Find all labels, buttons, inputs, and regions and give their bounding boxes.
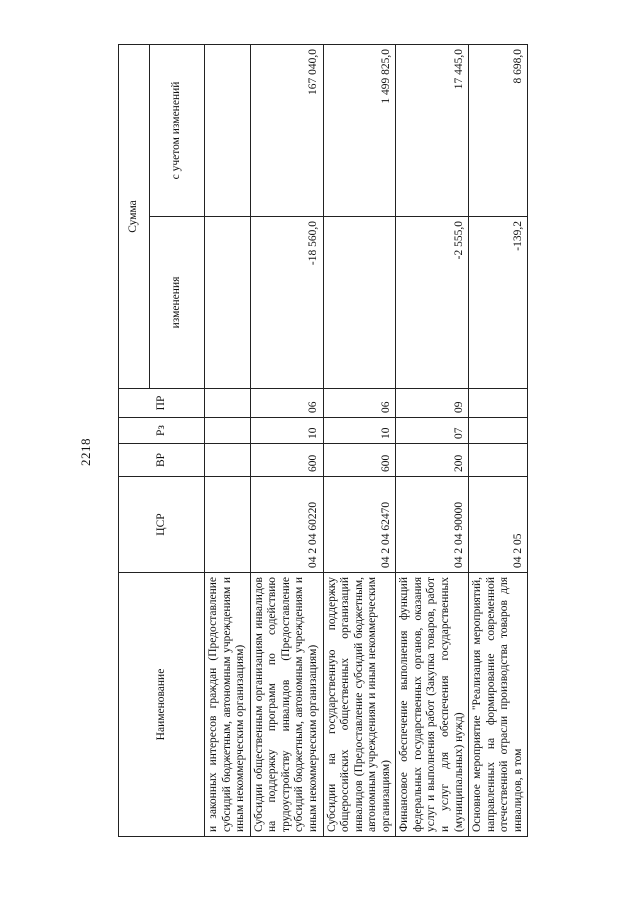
header-changes: изменения	[150, 217, 205, 389]
row-vr: 600	[323, 444, 396, 477]
row-name: Субсидии на государственную поддержку общероссийских общественных организаций инвалидов (Предоставление субсидий бюджетным, автономным учреждениям и иным некоммерческим организациям)	[323, 573, 396, 837]
row-rz: 10	[323, 418, 396, 444]
row-csr: 04 2 04 90000	[396, 477, 469, 573]
header-pr: ПР	[119, 389, 205, 418]
row-change	[323, 217, 396, 389]
table-row	[469, 44, 528, 836]
row-pr: 09	[396, 389, 469, 418]
row-change: -18 560,0	[250, 217, 323, 389]
page-number: 2218	[78, 438, 93, 466]
row-total: 8 698,0	[469, 44, 528, 216]
header-name: Наименование	[119, 573, 205, 837]
budget-table	[118, 44, 528, 837]
row-name: Основное мероприятие "Реализация мероприятий, направленных на формирование современной отечественной отрасли производства товаров для инвалидов, в том	[469, 573, 528, 837]
table-row	[250, 44, 323, 836]
header-rz: Рз	[119, 418, 205, 444]
row-vr: 200	[396, 444, 469, 477]
header-row-1	[119, 44, 150, 836]
row-total: 167 040,0	[250, 44, 323, 216]
row-pr	[469, 389, 528, 418]
row-change: -139,2	[469, 217, 528, 389]
row-total: 17 445,0	[396, 44, 469, 216]
row-vr	[469, 444, 528, 477]
table-row	[323, 44, 396, 836]
row-pr	[205, 389, 251, 418]
row-total	[205, 44, 251, 216]
row-name: Субсидии общественным организациям инвалидов на поддержку программ по содействию трудоустройству инвалидов (Предоставление субсидий бюджетным, автономным учреждениям и иным некоммерческим организациям)	[250, 573, 323, 837]
row-rz: 10	[250, 418, 323, 444]
row-csr: 04 2 04 62470	[323, 477, 396, 573]
row-change	[205, 217, 251, 389]
row-csr: 04 2 05	[469, 477, 528, 573]
row-vr: 600	[250, 444, 323, 477]
row-csr: 04 2 04 60220	[250, 477, 323, 573]
row-total: 1 499 825,0	[323, 44, 396, 216]
table-row	[396, 44, 469, 836]
row-pr: 06	[323, 389, 396, 418]
row-rz: 07	[396, 418, 469, 444]
row-name: Финансовое обеспечение выполнения функций федеральных государственных органов, оказания услуг и выполнения работ (Закупка товаров, работ и услуг для обеспечения государственных (муниципальных) нужд)	[396, 573, 469, 837]
row-csr	[205, 477, 251, 573]
row-rz	[205, 418, 251, 444]
header-with-changes: с учетом изменений	[150, 44, 205, 216]
row-pr: 06	[250, 389, 323, 418]
table-row	[205, 44, 251, 836]
row-name: и законных интересов граждан (Предоставление субсидий бюджетным, автономным учреждениям и иным некоммерческим организациям)	[205, 573, 251, 837]
row-vr	[205, 444, 251, 477]
header-csr: ЦСР	[119, 477, 205, 573]
header-vr: ВР	[119, 444, 205, 477]
row-change: -2 555,0	[396, 217, 469, 389]
header-sum: Сумма	[119, 44, 150, 388]
row-rz	[469, 418, 528, 444]
